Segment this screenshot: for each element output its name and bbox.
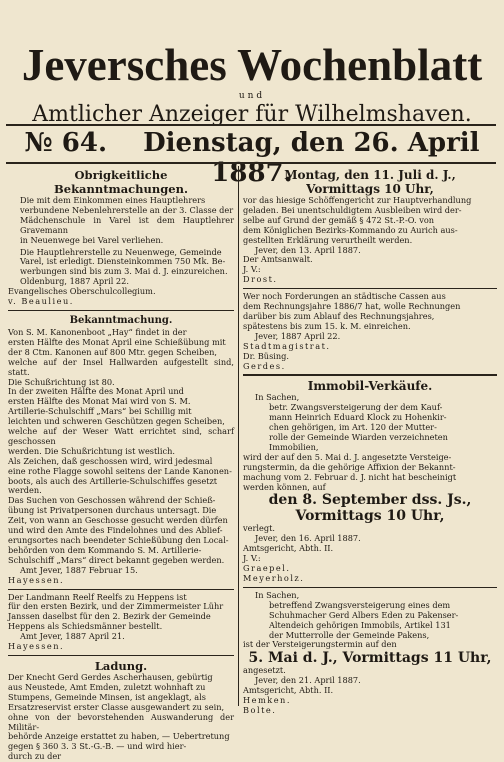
- issue-number: № 64.: [24, 128, 107, 158]
- foreclosure-notice: [243, 591, 497, 716]
- official-notices: [8, 168, 234, 307]
- left-column: [8, 168, 234, 762]
- place-date: Jever, den 16. April 1887.: [255, 533, 361, 544]
- paragraph: wird der auf den 5. Mai d. J. angesetzte Versteige- rungstermin, da die gehörige Affixion der Bekannt- machung vom 2. Februar d. J. nicht hat bescheinigt werden können, auf: [243, 451, 457, 492]
- separator: [8, 655, 234, 656]
- masthead-rule: [6, 124, 496, 126]
- paragraph: vor das hiesige Schöffengericht zur Hauptverhandlung geladen. Bei unentschuldigtem Ausbleiben wird der- selbe auf Grund der gemäß § 472 St.-P.-O. von dem Königlichen Bezirks-Kommando zu Aurich aus- gestellten Erklärung verurtheilt werden.: [243, 195, 472, 245]
- scheduled-label: angesetzt.: [243, 665, 286, 676]
- property-sales: [243, 379, 497, 584]
- paragraph: ist der Versteigerungstermin auf den: [243, 639, 397, 650]
- separator: [8, 589, 234, 590]
- hearing-time: Vormittags 10 Uhr,: [306, 182, 434, 196]
- signature: v. Beaulieu.: [8, 296, 74, 307]
- issue-date: Dienstag, den 26. April 1887.: [143, 128, 480, 188]
- auction-date: den 8. September dss. Js.,: [268, 492, 472, 509]
- section-title: Immobil-Verkäufe.: [307, 379, 433, 394]
- place-date: Amt Jever, 1887 Februar 15.: [20, 564, 138, 575]
- section-title: Bekanntmachung.: [69, 314, 173, 326]
- court: Amtsgericht, Abth. II.: [243, 685, 334, 696]
- paragraph: Die Hauptlehrerstelle zu Neuenwege, Gemeinde Varel, ist erledigt. Diensteinkommen 750 Mk. Be- werbungen sind bis zum 3. Mai d. J. einzureichen.: [20, 246, 228, 277]
- paragraph: betr. Zwangsversteigerung der dem Kauf- mann Heinrich Eduard Klock zu Hohenkir- chen gehörigen, im Art. 120 der Mutter- rolle der Gemeinde Wiarden verzeichneten Immobilien,: [269, 402, 448, 452]
- postponed-label: verlegt.: [243, 523, 275, 534]
- court: Amtsgericht, Abth. II.: [243, 543, 334, 554]
- separator: [243, 288, 497, 289]
- summons: [8, 659, 234, 762]
- signature: Hayessen.: [8, 641, 65, 652]
- paragraph: Der Knecht Gerd Gerdes Ascherhausen, gebürtig aus Neustede, Amt Emden, zuletzt wohnhaft zu Stumpens, Gemeinde Minsen, ist angeklagt, als Ersatzreservist erster Classe ausgewandert zu sein, ohne von der bevorstehenden Auswanderung der Militär- behörde Anzeige erstattet zu haben, — Uebertretung gegen § 360 3. 3 St.-G.-B. — und wird hier- durch zu der: [8, 671, 234, 762]
- issuer: Stadtmagistrat.: [243, 340, 331, 351]
- paragraph: Wer noch Forderungen an städtische Cassen aus dem Rechnungsjahre 1886/7 hat, wolle Rechnungen darüber bis zum Ablauf des Rechnungsjahres, spätestens bis zum 15. k. M. einreichen.: [243, 291, 461, 331]
- paragraph: Von S. M. Kanonenboot „Hay“ findet in der ersten Hälfte des Monat April eine Schießübung mit der 8 Ctm. Kanonen auf 800 Mtr. gegen Scheiben, welche auf der Insel Hallwarden aufgestellt sind, statt. Die Schußrichtung ist 80.: [8, 326, 234, 387]
- city-cash-notice: [243, 292, 497, 371]
- section-title: Ladung.: [94, 658, 148, 673]
- signature: Dr. Büsing.: [243, 350, 290, 361]
- column-divider: [238, 166, 239, 706]
- hearing-date: Montag, den 11. Juli d. J.,: [284, 168, 456, 182]
- masthead-und: und: [238, 91, 266, 101]
- newspaper-subtitle: Amtlicher Anzeiger für Wilhelmshaven.: [32, 102, 472, 127]
- signature: Drost.: [243, 274, 278, 285]
- printer-note: Bolte.: [243, 704, 277, 715]
- auction-time: Vormittags 10 Uhr,: [295, 508, 445, 525]
- paragraph: Das Suchen von Geschossen während der Schieß- übung ist Privatpersonen durchaus untersagt. Die Zeit, von wann an Geschosse gesucht werden dürfen und wird den Amte des Findelohnes und des Ablief- erungsortes nach beendeter Schießübung den Local- behörden von dem Kommando S. M. Artillerie- Schulschiff „Mars“ direct bekannt gegeben werden.: [8, 495, 229, 565]
- place-date: Oldenburg, 1887 April 22.: [20, 276, 129, 287]
- separator: [243, 374, 497, 376]
- place-date: Jever, den 21. April 1887.: [255, 675, 361, 686]
- in-matters: In Sachen,: [255, 589, 300, 600]
- paragraph: Die mit dem Einkommen eines Hauptlehrers verbundene Nebenlehrerstelle an der 3. Classe der Mädchenschule in Varel ist dem Hauptlehrer Gravemann in Neuenwege bei Varel verliehen.: [20, 195, 234, 245]
- auction-date: 5. Mai d. J., Vormittags 11 Uhr,: [248, 650, 492, 667]
- masthead: [0, 40, 504, 128]
- place-date: Amt Jever, 1887 April 21.: [20, 631, 125, 642]
- paragraph: In der zweiten Hälfte des Monat April und ersten Hälfte des Monat Mai wird von S. M. Artillerie-Schulschiff „Mars“ bei Schillig mit leichten und schweren Geschützen gegen Scheiben, welche auf der Weser Watt errichtet sind, scharf geschossen werden. Die Schußrichtung ist westlich.: [8, 386, 234, 456]
- section-title: Obrigkeitliche Bekanntmachungen.: [54, 168, 188, 196]
- signature: Graepel.: [243, 563, 291, 574]
- paragraph: Als Zeichen, daß geschossen wird, wird jedesmal eine rothe Flagge sowohl seitens der Lande Kanonen- boots, als auch des Artillerie-Schulschiffes gesetzt werden.: [8, 455, 232, 496]
- dateline-rule: [6, 162, 496, 164]
- separator: [243, 587, 497, 588]
- right-column: [243, 168, 497, 716]
- printer-note: Gerdes.: [243, 360, 286, 371]
- printer-note: Meyerholz.: [243, 573, 305, 583]
- arbitrator-notice: [8, 593, 234, 652]
- issuer: Evangelisches Oberschulcollegium.: [8, 286, 156, 297]
- deputy-mark: J. V.:: [243, 264, 261, 275]
- deputy-mark: J. V.:: [243, 553, 261, 564]
- paragraph: betreffend Zwangsversteigerung eines dem Schuhmacher Gerd Albers Eden zu Pakenser- Altendeich gehörigen Immobils, Artikel 131 der Mutterrolle der Gemeinde Pakens,: [269, 599, 459, 640]
- shooting-notice: [8, 314, 234, 586]
- signature: Hayessen.: [8, 574, 65, 585]
- in-matters: In Sachen,: [255, 392, 300, 403]
- place-date: Jever, den 13. April 1887.: [255, 244, 361, 255]
- separator: [8, 310, 234, 311]
- newspaper-title: Jeversches Wochenblatt: [21, 40, 483, 90]
- issuer: Der Amtsanwalt.: [243, 254, 313, 265]
- place-date: Jever, 1887 April 22.: [255, 330, 341, 341]
- summons-continued: [243, 168, 497, 285]
- paragraph: Der Landmann Reelf Reelfs zu Heppens ist für den ersten Bezirk, und der Zimmermeister Lühr Janssen daselbst für den 2. Bezirk der Gemeinde Heppens als Schiedsmänner bestellt.: [8, 591, 224, 632]
- signature: Hemken.: [243, 695, 291, 706]
